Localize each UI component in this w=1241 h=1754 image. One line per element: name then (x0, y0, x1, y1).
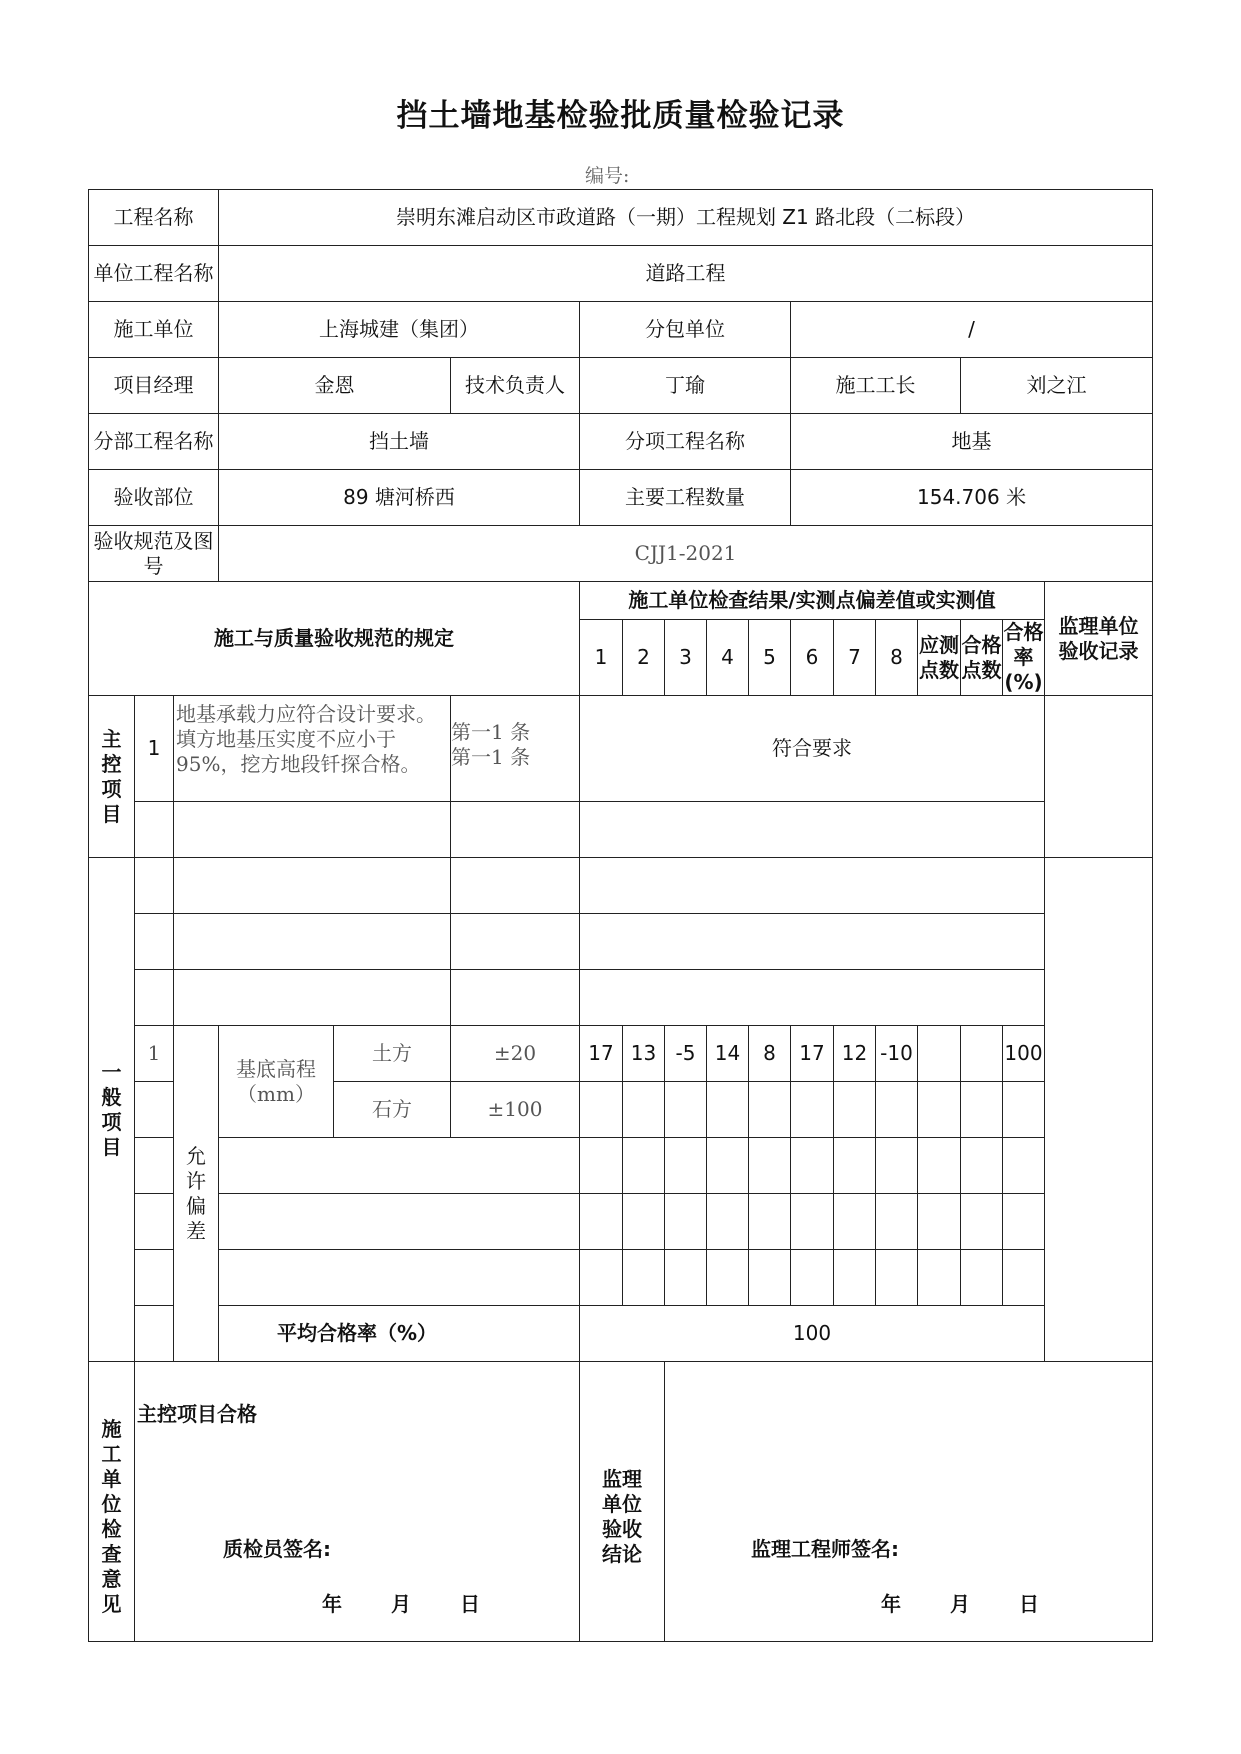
measured-value (876, 1250, 918, 1306)
subcontractor-value: / (791, 302, 1153, 358)
foreman-label: 施工工长 (791, 358, 961, 414)
general-item-no: 1 (135, 1026, 174, 1082)
general-items-label: 一般项目 (89, 858, 135, 1362)
general-item-no-empty (135, 1250, 174, 1306)
results-header: 施工单位检查结果/实测点偏差值或实测值 (580, 582, 1045, 620)
main-control-basis (451, 696, 580, 802)
contractor-opinion-text: 主控项目合格 (137, 1402, 257, 1426)
general-empty-result (580, 970, 1045, 1026)
general-item-name: 基底高程（mm） (219, 1026, 334, 1138)
general-item-no-empty (135, 1194, 174, 1250)
general-empty-no (135, 970, 174, 1026)
inspector-signature-label: 质检员签名: (223, 1537, 331, 1561)
measured-value (876, 1082, 918, 1138)
point-header-8: 8 (876, 620, 918, 696)
supervisor-date (881, 1592, 1040, 1617)
qualified-points-value (961, 1082, 1003, 1138)
qualified-points-value (961, 1250, 1003, 1306)
measured-value (707, 1082, 749, 1138)
pass-rate-value (1003, 1250, 1045, 1306)
inspection-record-table (88, 189, 1153, 1642)
measured-value (791, 1194, 834, 1250)
project-name-value: 崇明东滩启动区市政道路（一期）工程规划 Z1 路北段（二标段） (219, 190, 1153, 246)
main-control-empty-basis (451, 802, 580, 858)
general-empty-basis (451, 970, 580, 1026)
measured-value (707, 1194, 749, 1250)
measured-value (707, 1138, 749, 1194)
measured-value (580, 1250, 623, 1306)
spec-value: CJJ1-2021 (219, 526, 1153, 582)
point-header-4: 4 (707, 620, 749, 696)
location-label: 验收部位 (89, 470, 219, 526)
should-measure-value (918, 1026, 961, 1082)
contractor-opinion-label-cell (89, 1362, 135, 1642)
measured-value: 13 (623, 1026, 665, 1082)
main-control-empty-result (580, 802, 1045, 858)
main-control-supervisor-cell (1045, 696, 1153, 858)
measured-value (749, 1082, 791, 1138)
supervisor-record-header: 监理单位验收记录 (1045, 582, 1153, 696)
general-item-empty (219, 1138, 580, 1194)
pass-rate-value (1003, 1138, 1045, 1194)
contractor-label: 施工单位 (89, 302, 219, 358)
pass-rate-value: 100 (1003, 1026, 1045, 1082)
measured-value (665, 1082, 707, 1138)
measured-value (623, 1250, 665, 1306)
measured-value (876, 1194, 918, 1250)
general-row-sub-earth: 土方 (334, 1026, 451, 1082)
contractor-date (322, 1592, 481, 1617)
measured-value (876, 1138, 918, 1194)
measured-value: 14 (707, 1026, 749, 1082)
subitem-label: 分项工程名称 (580, 414, 791, 470)
measured-value (707, 1250, 749, 1306)
general-item-empty (219, 1194, 580, 1250)
qualified-points-header: 合格点数 (961, 620, 1003, 696)
division-label: 分部工程名称 (89, 414, 219, 470)
measured-value (665, 1250, 707, 1306)
should-measure-header: 应测点数 (918, 620, 961, 696)
quantity-label: 主要工程数量 (580, 470, 791, 526)
measured-value: 17 (791, 1026, 834, 1082)
point-header-3: 3 (665, 620, 707, 696)
general-empty-requirement (174, 914, 451, 970)
day-label: 日 (459, 1592, 481, 1616)
measured-value (834, 1138, 876, 1194)
measured-value (623, 1194, 665, 1250)
division-value: 挡土墙 (219, 414, 580, 470)
subcontractor-label: 分包单位 (580, 302, 791, 358)
pm-label: 项目经理 (89, 358, 219, 414)
pass-rate-value (1003, 1194, 1045, 1250)
supervisor-signature-label: 监理工程师签名: (751, 1537, 899, 1561)
month-label: 月 (949, 1592, 971, 1616)
point-header-2: 2 (623, 620, 665, 696)
should-measure-value (918, 1194, 961, 1250)
qualified-points-value (961, 1138, 1003, 1194)
measured-value (749, 1250, 791, 1306)
general-empty-result (580, 858, 1045, 914)
measured-value: 17 (580, 1026, 623, 1082)
main-control-label: 主控项目 (89, 696, 135, 858)
general-empty-basis (451, 858, 580, 914)
measured-value (580, 1194, 623, 1250)
point-header-7: 7 (834, 620, 876, 696)
measured-value (834, 1194, 876, 1250)
point-header-1: 1 (580, 620, 623, 696)
pass-rate-header: 合格率(%) (1003, 620, 1044, 694)
foreman-value: 刘之江 (961, 358, 1153, 414)
measured-value (791, 1082, 834, 1138)
measured-value: 12 (834, 1026, 876, 1082)
contractor-opinion-label: 施工单位检查意见 (101, 1416, 122, 1616)
main-control-empty-no (135, 802, 174, 858)
supervisor-conclusion-label: 监理单位验收结论 (602, 1466, 642, 1566)
general-supervisor-cell (1045, 858, 1153, 1362)
tech-lead-value: 丁瑜 (580, 358, 791, 414)
average-pass-rate-value: 100 (580, 1306, 1045, 1362)
day-label: 日 (1018, 1592, 1040, 1616)
supervisor-conclusion-cell (665, 1362, 1153, 1642)
measured-value (665, 1138, 707, 1194)
month-label: 月 (390, 1592, 412, 1616)
measured-value (749, 1138, 791, 1194)
main-control-basis-2: 第一1 条 (451, 745, 531, 769)
contractor-value: 上海城建（集团） (219, 302, 580, 358)
regulation-header: 施工与质量验收规范的规定 (89, 582, 580, 696)
measured-value (665, 1194, 707, 1250)
general-item-empty (219, 1250, 580, 1306)
subitem-value: 地基 (791, 414, 1153, 470)
should-measure-value (918, 1082, 961, 1138)
measured-value: -10 (876, 1026, 918, 1082)
unit-project-value: 道路工程 (219, 246, 1153, 302)
measured-value: -5 (665, 1026, 707, 1082)
page-title: 挡土墙地基检验批质量检验记录 (396, 98, 845, 134)
general-empty-result (580, 914, 1045, 970)
pass-rate-value (1003, 1082, 1045, 1138)
main-control-basis-1: 第一1 条 (451, 720, 531, 744)
should-measure-value (918, 1250, 961, 1306)
project-name-label: 工程名称 (89, 190, 219, 246)
general-item-no-empty (135, 1138, 174, 1194)
main-control-empty-requirement (174, 802, 451, 858)
average-pass-rate-label: 平均合格率（%） (135, 1306, 580, 1362)
measured-value (580, 1082, 623, 1138)
unit-project-label: 单位工程名称 (89, 246, 219, 302)
general-row-sub-rock: 石方 (334, 1082, 451, 1138)
general-item-no-empty (135, 1082, 174, 1138)
main-control-item-no: 1 (135, 696, 174, 802)
point-header-6: 6 (791, 620, 834, 696)
qualified-points-value (961, 1026, 1003, 1082)
general-empty-no (135, 858, 174, 914)
measured-value (623, 1082, 665, 1138)
measured-value: 8 (749, 1026, 791, 1082)
tolerance-label: 允许偏差 (174, 1026, 219, 1362)
general-empty-basis (451, 914, 580, 970)
general-empty-no (135, 914, 174, 970)
measured-value (791, 1138, 834, 1194)
general-empty-requirement (174, 858, 451, 914)
contractor-opinion-cell (135, 1362, 580, 1642)
measured-value (834, 1250, 876, 1306)
location-value: 89 塘河桥西 (219, 470, 580, 526)
main-control-result: 符合要求 (580, 696, 1045, 802)
measured-value (791, 1250, 834, 1306)
quantity-value: 154.706 米 (791, 470, 1153, 526)
measured-value (623, 1138, 665, 1194)
year-label: 年 (322, 1592, 343, 1616)
pm-value: 金恩 (219, 358, 451, 414)
measured-value (834, 1082, 876, 1138)
year-label: 年 (881, 1592, 902, 1616)
supervisor-conclusion-label-cell (580, 1362, 665, 1642)
general-row-tolerance-rock: ±100 (451, 1082, 580, 1138)
record-number-label: 编号: (585, 165, 630, 187)
point-header-5: 5 (749, 620, 791, 696)
general-empty-requirement (174, 970, 451, 1026)
should-measure-value (918, 1138, 961, 1194)
measured-value (580, 1138, 623, 1194)
tech-lead-label: 技术负责人 (451, 358, 580, 414)
qualified-points-value (961, 1194, 1003, 1250)
general-row-tolerance-earth: ±20 (451, 1026, 580, 1082)
measured-value (749, 1194, 791, 1250)
main-control-requirement: 地基承载力应符合设计要求。填方地基压实度不应小于 95%，挖方地段钎探合格。 (174, 696, 451, 802)
spec-label: 验收规范及图号 (89, 526, 219, 582)
